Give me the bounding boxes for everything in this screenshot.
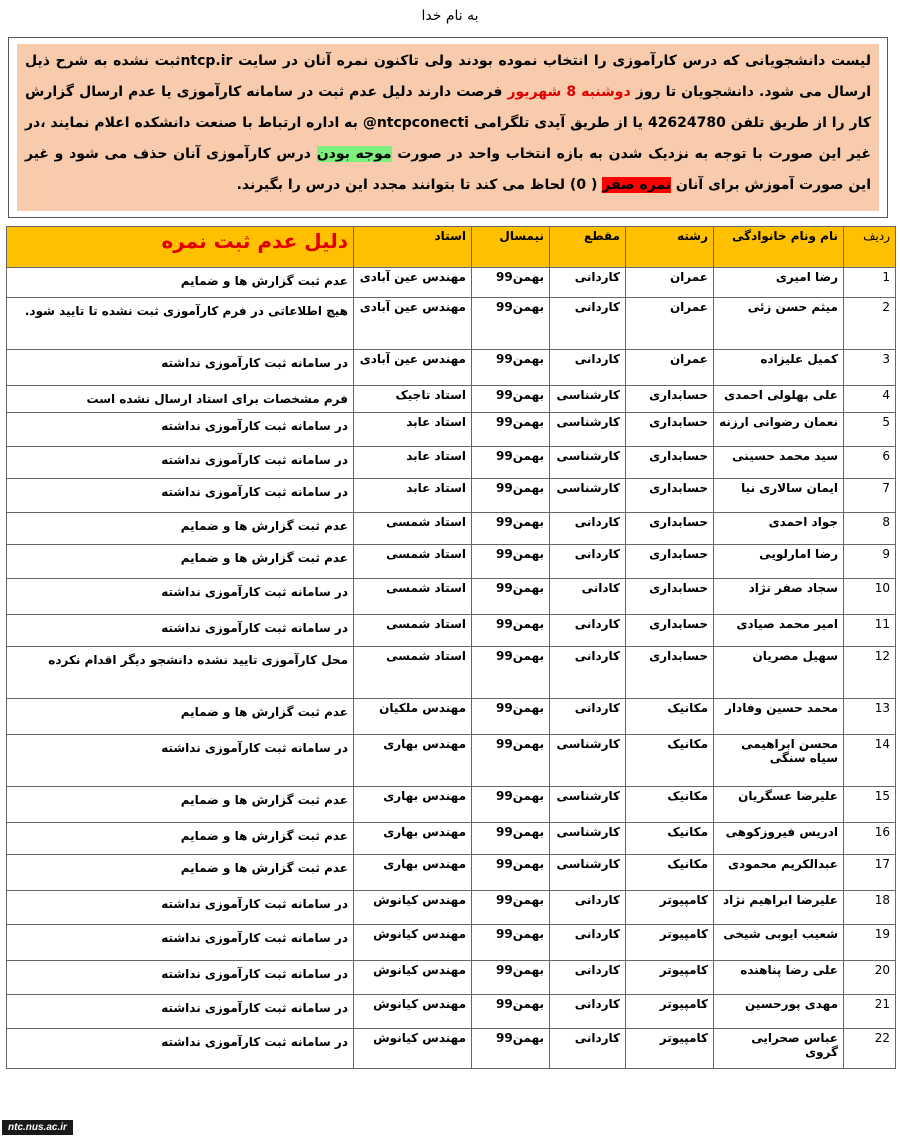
level-cell: کاردانی (550, 298, 626, 350)
instructor-cell: استاد شمسی (354, 545, 472, 579)
field-cell: حسابداری (626, 447, 714, 479)
row-number-cell: 8 (844, 513, 896, 545)
student-name-cell: شعیب ایوبی شیخی (714, 925, 844, 961)
level-cell: کاردانی (550, 615, 626, 647)
notice-part-2: ثبت نشده به شرح ذیل ارسال می شود. دانشجویان تا روز (25, 53, 872, 100)
field-cell: کامپیوتر (626, 925, 714, 961)
notice-part-4: یا از طریق آیدی تلگرامی (468, 115, 648, 131)
semester-cell: بهمن99 (472, 735, 550, 787)
instructor-cell: مهندس کیانوش (354, 995, 472, 1029)
notice-text (17, 44, 879, 211)
header-field: رشته (626, 227, 714, 268)
row-number-cell: 4 (844, 386, 896, 413)
reason-cell: فرم مشخصات برای استاد ارسال نشده است (7, 386, 354, 413)
field-cell: حسابداری (626, 386, 714, 413)
student-name-cell: امیر محمد صیادی (714, 615, 844, 647)
instructor-cell: مهندس بهاری (354, 787, 472, 823)
reason-cell: در سامانه ثبت کارآموزی نداشته (7, 350, 354, 386)
semester-cell: بهمن99 (472, 647, 550, 699)
table-row (7, 545, 896, 579)
instructor-cell: استاد شمسی (354, 579, 472, 615)
field-cell: مکانیک (626, 699, 714, 735)
level-cell: کاردانی (550, 513, 626, 545)
reason-cell: عدم ثبت گزارش ها و ضمایم (7, 787, 354, 823)
level-cell: کاردانی (550, 891, 626, 925)
level-cell: کاردانی (550, 647, 626, 699)
row-number-cell: 21 (844, 995, 896, 1029)
header-row-number: ردیف (844, 227, 896, 268)
row-number-cell: 11 (844, 615, 896, 647)
instructor-cell: مهندس کیانوش (354, 891, 472, 925)
reason-cell: در سامانه ثبت کارآموزی نداشته (7, 579, 354, 615)
field-cell: حسابداری (626, 413, 714, 447)
table-row (7, 787, 896, 823)
student-name-cell: سجاد صفر نژاد (714, 579, 844, 615)
level-cell: کارشناسی (550, 855, 626, 891)
field-cell: حسابداری (626, 647, 714, 699)
instructor-cell: استاد عابد (354, 479, 472, 513)
table-row (7, 699, 896, 735)
table-row (7, 925, 896, 961)
row-number-cell: 6 (844, 447, 896, 479)
notice-box (8, 37, 888, 218)
row-number-cell: 12 (844, 647, 896, 699)
table-row (7, 735, 896, 787)
row-number-cell: 14 (844, 735, 896, 787)
table-row (7, 350, 896, 386)
reason-cell: عدم ثبت گزارش ها و ضمایم (7, 855, 354, 891)
reason-cell: در سامانه ثبت کارآموزی نداشته (7, 615, 354, 647)
student-name-cell: محمد حسین وفادار (714, 699, 844, 735)
table-row (7, 615, 896, 647)
instructor-cell: استاد شمسی (354, 513, 472, 545)
level-cell: کاردانی (550, 925, 626, 961)
row-number-cell: 2 (844, 298, 896, 350)
field-cell: مکانیک (626, 855, 714, 891)
level-cell: کارشناسی (550, 386, 626, 413)
reason-cell: عدم ثبت گزارش ها و ضمایم (7, 268, 354, 298)
table-row (7, 961, 896, 995)
notice-part-5: به اداره ارتباط با صنعت دانشکده اعلام نمایند ،در غیر این صورت با توجه به نزدیک شدن به بازه انتخاب واحد در صورت (25, 115, 872, 162)
semester-cell: بهمن99 (472, 579, 550, 615)
reason-cell: در سامانه ثبت کارآموزی نداشته (7, 1029, 354, 1069)
student-name-cell: محسن ابراهیمی سیاه سنگی (714, 735, 844, 787)
row-number-cell: 3 (844, 350, 896, 386)
level-cell: کادانی (550, 579, 626, 615)
instructor-cell: مهندس کیانوش (354, 925, 472, 961)
table-row (7, 1029, 896, 1069)
table-row (7, 855, 896, 891)
row-number-cell: 20 (844, 961, 896, 995)
row-number-cell: 19 (844, 925, 896, 961)
reason-cell: در سامانه ثبت کارآموزی نداشته (7, 413, 354, 447)
table-row (7, 513, 896, 545)
table-row (7, 386, 896, 413)
semester-cell: بهمن99 (472, 823, 550, 855)
notice-part-7: ( 0) لحاظ می کند تا بتوانند مجدد این درس را بگیرند. (236, 177, 603, 193)
instructor-cell: استاد شمسی (354, 615, 472, 647)
students-table (6, 226, 896, 1069)
semester-cell: بهمن99 (472, 925, 550, 961)
semester-cell: بهمن99 (472, 855, 550, 891)
reason-cell: عدم ثبت گزارش ها و ضمایم (7, 823, 354, 855)
student-name-cell: ایمان سالاری نیا (714, 479, 844, 513)
semester-cell: بهمن99 (472, 298, 550, 350)
instructor-cell: مهندس عین آبادی (354, 298, 472, 350)
level-cell: کاردانی (550, 1029, 626, 1069)
student-name-cell: عبدالکریم محمودی (714, 855, 844, 891)
field-cell: کامپیوتر (626, 1029, 714, 1069)
instructor-cell: استاد شمسی (354, 647, 472, 699)
reason-cell: عدم ثبت گزارش ها و ضمایم (7, 545, 354, 579)
reason-cell: در سامانه ثبت کارآموزی نداشته (7, 447, 354, 479)
deadline-date: دوشنبه 8 شهریور (507, 84, 631, 100)
instructor-cell: مهندس ملکیان (354, 699, 472, 735)
reason-cell: عدم ثبت گزارش ها و ضمایم (7, 699, 354, 735)
field-cell: حسابداری (626, 479, 714, 513)
instructor-cell: مهندس بهاری (354, 735, 472, 787)
student-name-cell: عباس صحرایی گروی (714, 1029, 844, 1069)
reason-cell: در سامانه ثبت کارآموزی نداشته (7, 735, 354, 787)
notice-part-1: لیست دانشجویانی که درس کارآموزی را انتخاب نموده بودند ولی تاکنون نمره آنان در سایت (232, 53, 871, 69)
row-number-cell: 15 (844, 787, 896, 823)
level-cell: کارشناسی (550, 413, 626, 447)
row-number-cell: 5 (844, 413, 896, 447)
instructor-cell: مهندس کیانوش (354, 1029, 472, 1069)
student-name-cell: سهیل مصریان (714, 647, 844, 699)
semester-cell: بهمن99 (472, 699, 550, 735)
student-name-cell: مهدی پورحسین (714, 995, 844, 1029)
student-name-cell: علی رضا پناهنده (714, 961, 844, 995)
row-number-cell: 7 (844, 479, 896, 513)
instructor-cell: استاد عابد (354, 413, 472, 447)
level-cell: کاردانی (550, 995, 626, 1029)
semester-cell: بهمن99 (472, 995, 550, 1029)
semester-cell: بهمن99 (472, 615, 550, 647)
phone-number: 42624780 (647, 115, 726, 131)
level-cell: کارشناسی (550, 479, 626, 513)
table-row (7, 995, 896, 1029)
instructor-cell: مهندس بهاری (354, 823, 472, 855)
semester-cell: بهمن99 (472, 891, 550, 925)
instructor-cell: مهندس کیانوش (354, 961, 472, 995)
semester-cell: بهمن99 (472, 1029, 550, 1069)
reason-cell: در سامانه ثبت کارآموزی نداشته (7, 891, 354, 925)
field-cell: حسابداری (626, 615, 714, 647)
instructor-cell: مهندس بهاری (354, 855, 472, 891)
level-cell: کاردانی (550, 545, 626, 579)
semester-cell: بهمن99 (472, 350, 550, 386)
semester-cell: بهمن99 (472, 479, 550, 513)
table-row (7, 823, 896, 855)
student-name-cell: جواد احمدی (714, 513, 844, 545)
student-name-cell: علی بهلولی احمدی (714, 386, 844, 413)
notice-part-3: فرصت دارند دلیل عدم ثبت در سامانه کارآموزی یا عدم ارسال گزارش کار را از طریق تلفن (25, 84, 871, 131)
instructor-cell: استاد عابد (354, 447, 472, 479)
semester-cell: بهمن99 (472, 268, 550, 298)
table-row (7, 891, 896, 925)
reason-cell: هیچ اطلاعاتی در فرم کارآموزی ثبت نشده تا تایید شود. (7, 298, 354, 350)
level-cell: کارشناسی (550, 787, 626, 823)
site-link[interactable]: ntcp.ir (180, 53, 233, 69)
student-name-cell: سید محمد حسینی (714, 447, 844, 479)
student-name-cell: نعمان رضوانی ارزنه (714, 413, 844, 447)
table-row (7, 413, 896, 447)
level-cell: کاردانی (550, 350, 626, 386)
field-cell: عمران (626, 350, 714, 386)
student-name-cell: میثم حسن زئی (714, 298, 844, 350)
field-cell: حسابداری (626, 579, 714, 615)
reason-cell: در سامانه ثبت کارآموزی نداشته (7, 479, 354, 513)
student-name-cell: رضا امیری (714, 268, 844, 298)
field-cell: کامپیوتر (626, 891, 714, 925)
notice-part-6: درس کارآموزی آنان حذف می شود و غیر این صورت آموزش برای آنان (25, 146, 871, 193)
student-name-cell: علیرضا ابراهیم نژاد (714, 891, 844, 925)
field-cell: مکانیک (626, 735, 714, 787)
reason-cell: در سامانه ثبت کارآموزی نداشته (7, 961, 354, 995)
semester-cell: بهمن99 (472, 413, 550, 447)
level-cell: کاردانی (550, 699, 626, 735)
semester-cell: بهمن99 (472, 386, 550, 413)
level-cell: کارشناسی (550, 823, 626, 855)
instructor-cell: مهندس عین آبادی (354, 350, 472, 386)
reason-cell: محل کارآموزی تایید نشده دانشجو دیگر اقدام نکرده (7, 647, 354, 699)
row-number-cell: 1 (844, 268, 896, 298)
level-cell: کارشناسی (550, 447, 626, 479)
table-row (7, 447, 896, 479)
header-instructor: استاد (354, 227, 472, 268)
instructor-cell: استاد تاجیک (354, 386, 472, 413)
student-name-cell: کمیل علیزاده (714, 350, 844, 386)
field-cell: حسابداری (626, 545, 714, 579)
header-reason: دلیل عدم ثبت نمره (7, 227, 354, 268)
row-number-cell: 17 (844, 855, 896, 891)
zero-grade-highlight: نمره صفر (602, 177, 672, 193)
row-number-cell: 10 (844, 579, 896, 615)
level-cell: کاردانی (550, 961, 626, 995)
semester-cell: بهمن99 (472, 961, 550, 995)
semester-cell: بهمن99 (472, 787, 550, 823)
level-cell: کارشناسی (550, 735, 626, 787)
semester-cell: بهمن99 (472, 447, 550, 479)
table-row (7, 479, 896, 513)
row-number-cell: 13 (844, 699, 896, 735)
header-semester: نیمسال (472, 227, 550, 268)
student-name-cell: رضا امارلویی (714, 545, 844, 579)
field-cell: عمران (626, 298, 714, 350)
table-row (7, 647, 896, 699)
header-level: مقطع (550, 227, 626, 268)
table-header-row (7, 227, 896, 268)
field-cell: عمران (626, 268, 714, 298)
telegram-id[interactable]: @ntcpconecti (362, 115, 469, 131)
row-number-cell: 16 (844, 823, 896, 855)
field-cell: مکانیک (626, 787, 714, 823)
header-name: نام ونام خانوادگی (714, 227, 844, 268)
row-number-cell: 18 (844, 891, 896, 925)
reason-cell: عدم ثبت گزارش ها و ضمایم (7, 513, 354, 545)
row-number-cell: 9 (844, 545, 896, 579)
field-cell: کامپیوتر (626, 961, 714, 995)
student-name-cell: علیرضا عسگریان (714, 787, 844, 823)
row-number-cell: 22 (844, 1029, 896, 1069)
bismillah-heading: به نام خدا (421, 8, 479, 24)
student-name-cell: ادریس فیروزکوهی (714, 823, 844, 855)
instructor-cell: مهندس عین آبادی (354, 268, 472, 298)
field-cell: مکانیک (626, 823, 714, 855)
reason-cell: در سامانه ثبت کارآموزی نداشته (7, 925, 354, 961)
field-cell: کامپیوتر (626, 995, 714, 1029)
justified-highlight: موجه بودن (316, 146, 392, 162)
semester-cell: بهمن99 (472, 545, 550, 579)
table-row (7, 579, 896, 615)
reason-cell: در سامانه ثبت کارآموزی نداشته (7, 995, 354, 1029)
level-cell: کاردانی (550, 268, 626, 298)
field-cell: حسابداری (626, 513, 714, 545)
table-row (7, 268, 896, 298)
semester-cell: بهمن99 (472, 513, 550, 545)
table-row (7, 298, 896, 350)
site-logo: ntc.nus.ac.ir (2, 1120, 73, 1135)
